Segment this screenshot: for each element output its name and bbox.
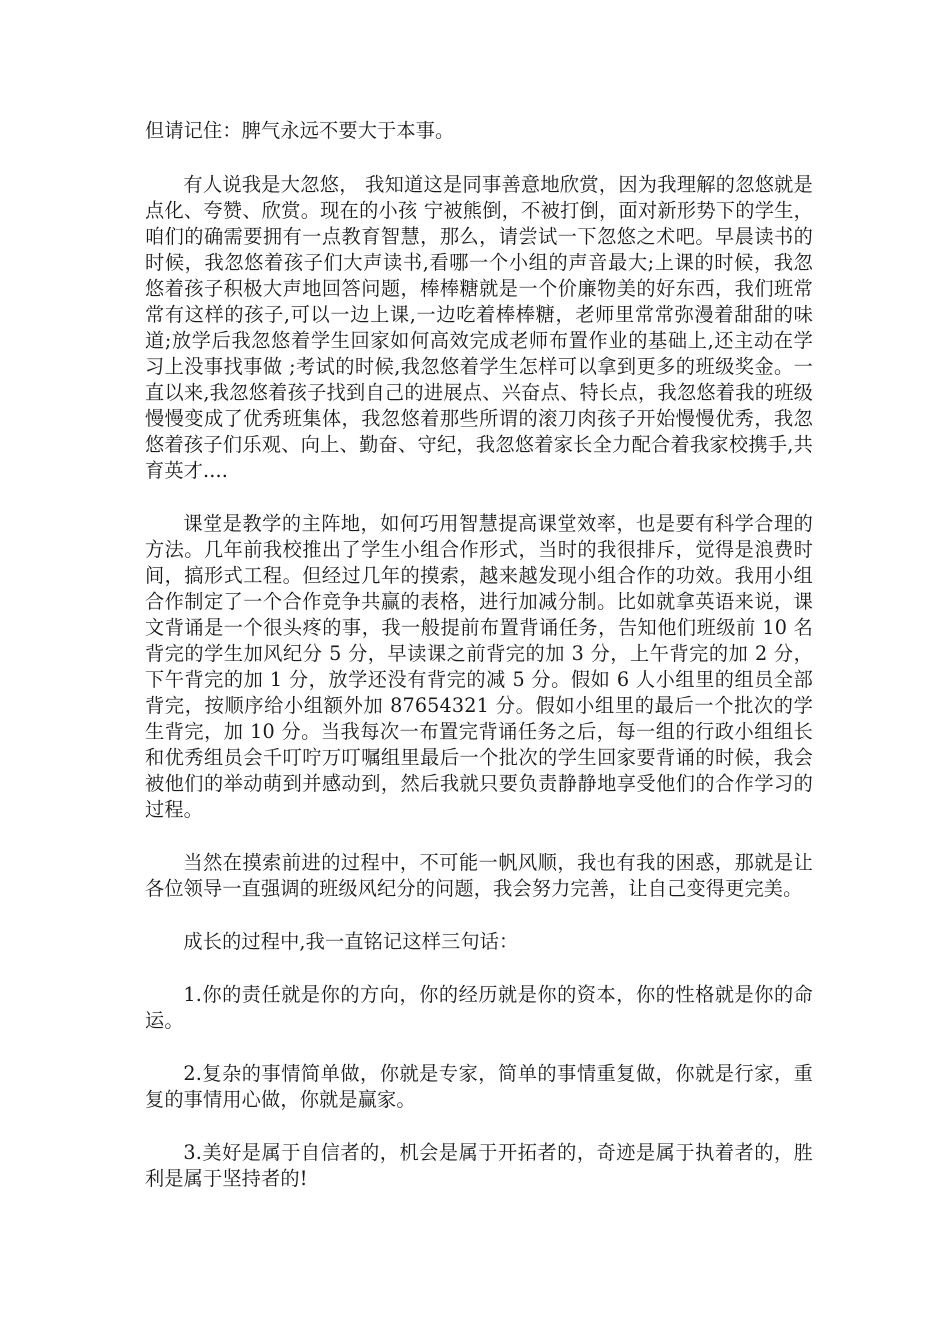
document-body [145,118,813,1192]
paragraph-encouragement: 有人说我是大忽悠， 我知道这是同事善意地欣赏，因为我理解的忽悠就是点化、夸赞、欣赏。现在的小孩 宁被熊倒，不被打倒，面对新形势下的学生，咱们的确需要拥有一点教育智慧，那么，请尝试一下忽悠之术吧。早晨读书的时候，我忽悠着孩子们大声读书,看哪一个小组的声音最大;上课的时候，我忽悠着孩子积极大声地回答问题，棒棒糖就是一个价廉物美的好东西，我们班常常有这样的孩子,可以一边上课,一边吃着棒棒糖，老师里常常弥漫着甜甜的味道;放学后我忽悠着学生回家如何高效完成老师布置作业的基础上,还主动在学习上没事找事做 ;考试的时候,我忽悠着学生怎样可以拿到更多的班级奖金。一直以来,我忽悠着孩子找到自己的进展点、兴奋点、特长点，我忽悠着我的班级慢慢变成了优秀班集体，我忽悠着那些所谓的滚刀肉孩子开始慢慢优秀，我忽悠着孩子们乐观、向上、勤奋、守纪，我忽悠着家长全力配合着我家校携手,共育英才.... [145,173,813,482]
saying-item-1: 1.你的责任就是你的方向，你的经历就是你的资本，你的性格就是你的命运。 [145,983,813,1032]
saying-item-2: 2.复杂的事情简单做，你就是专家，简单的事情重复做，你就是行家，重复的事情用心做，你就是赢家。 [145,1062,813,1111]
paragraph-three-sayings-intro: 成长的过程中,我一直铭记这样三句话： [183,930,519,953]
saying-item-3: 3.美好是属于自信者的，机会是属于开拓者的，奇迹是属于执着者的，胜利是属于坚持者的! [145,1141,813,1190]
paragraph-closing-remark: 但请记住：脾气永远不要大于本事。 [145,119,455,142]
paragraph-group-cooperation: 课堂是教学的主阵地，如何巧用智慧提高课堂效率，也是要有科学合理的方法。几年前我校推出了学生小组合作形式，当时的我很排斥，觉得是浪费时间，搞形式工程。但经过几年的摸索，越来越发现小组合作的功效。我用小组合作制定了一个合作竞争共赢的表格，进行加减分制。比如就拿英语来说，课文背诵是一个很头疼的事，我一般提前布置背诵任务，告知他们班级前 10 名背完的学生加风纪分 5 分，早读课之前背完的加 3 分，上午背完的加 2 分，下午背完的加 1 分，放学还没有背完的减 5 分。假如 6 人小组里的组员全部背完，按顺序给小组额外加 87654321 分。假如小组里的最后一个批次的学生背完，加 10 分。当我每次一布置完背诵任务之后，每一组的行政小组组长和优秀组员会千叮咛万叮嘱组里最后一个批次的学生回家要背诵的时候，我会被他们的举动萌到并感动到，然后我就只要负责静静地享受他们的合作学习的过程。 [145,512,813,821]
paragraph-challenges: 当然在摸索前进的过程中，不可能一帆风顺，我也有我的困惑，那就是让各位领导一直强调的班级风纪分的问题，我会努力完善，让自己变得更完美。 [145,851,813,900]
